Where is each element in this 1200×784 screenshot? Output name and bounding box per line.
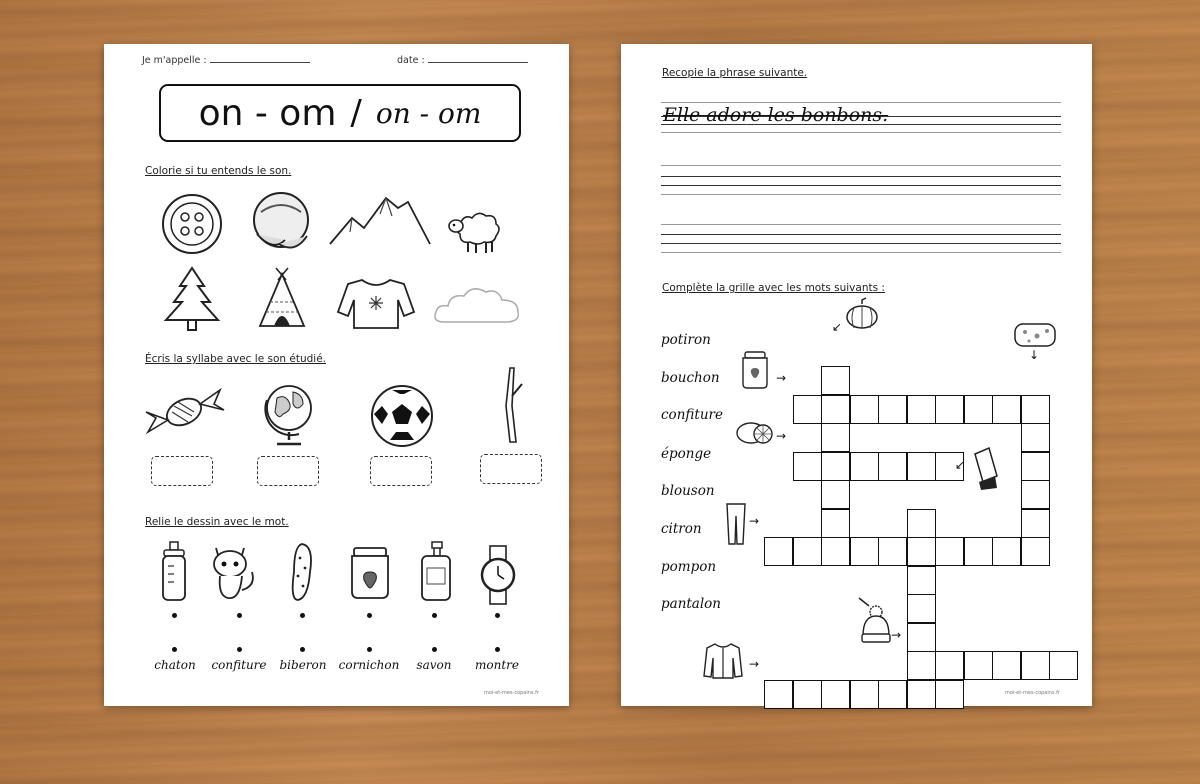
pickle-icon: [288, 542, 316, 604]
sweater-icon: [336, 276, 416, 332]
crossword-cell[interactable]: [1021, 480, 1050, 509]
sheep-icon: [446, 204, 506, 256]
crossword-cell[interactable]: [1021, 509, 1050, 538]
picture-dot-1[interactable]: [172, 613, 177, 618]
crossword-cell[interactable]: [907, 623, 936, 652]
crossword-cell[interactable]: [793, 452, 822, 481]
cw-word-bouchon: bouchon: [661, 370, 720, 386]
date-field: [397, 54, 528, 66]
ruled-line: [661, 224, 1061, 225]
arrow-icon: →: [776, 429, 787, 443]
ruled-line[interactable]: [661, 234, 1061, 235]
crossword-cell[interactable]: [821, 366, 850, 395]
pumpkin-icon: [845, 298, 879, 330]
grid-instruction: Complète la grille avec les mots suivants :: [662, 282, 885, 294]
crossword-cell[interactable]: [907, 452, 936, 481]
ruled-line[interactable]: [661, 176, 1061, 177]
crossword-cell[interactable]: [1021, 537, 1050, 566]
word-dot-2[interactable]: [237, 647, 242, 652]
crossword-cell[interactable]: [907, 509, 936, 538]
copy-instruction: Recopie la phrase suivante.: [662, 67, 808, 79]
section-ecris-title: Écris la syllabe avec le son étudié.: [145, 353, 326, 365]
picture-dot-4[interactable]: [367, 613, 372, 618]
ruled-line[interactable]: [661, 243, 1061, 244]
crossword-cell[interactable]: [821, 395, 850, 424]
ball-icon: [370, 384, 434, 448]
model-sentence: Elle adore les bonbons.: [663, 104, 889, 126]
crossword-cell[interactable]: [964, 651, 993, 680]
crossword-cell[interactable]: [821, 480, 850, 509]
section-relie-title: Relie le dessin avec le mot.: [145, 516, 289, 528]
crossword-cell[interactable]: [1021, 395, 1050, 424]
kitten-icon: [206, 540, 258, 602]
crossword-cell[interactable]: [992, 395, 1021, 424]
picture-dot-2[interactable]: [237, 613, 242, 618]
syllable-box-4[interactable]: [480, 454, 542, 484]
arrow-icon: →: [776, 371, 787, 385]
word-savon: savon: [416, 658, 452, 672]
crossword-cell[interactable]: [907, 395, 936, 424]
cw-word-pompon: pompon: [661, 559, 717, 575]
title-print: on - om: [198, 92, 337, 134]
syllable-box-3[interactable]: [370, 456, 432, 486]
word-dot-6[interactable]: [495, 647, 500, 652]
ruled-line: [661, 132, 1061, 133]
crossword-cell[interactable]: [878, 537, 907, 566]
worksheet-page-2: [621, 44, 1092, 706]
crossword-cell[interactable]: [764, 680, 793, 709]
melon-icon: [249, 190, 311, 254]
crossword-cell[interactable]: [907, 537, 936, 566]
crossword-cell[interactable]: [1021, 452, 1050, 481]
stick-icon: [496, 366, 526, 446]
button-icon: [160, 192, 224, 256]
crossword-cell[interactable]: [821, 537, 850, 566]
arrow-icon: ↓: [1029, 348, 1040, 362]
crossword-cell[interactable]: [935, 395, 964, 424]
cw-word-pantalon: pantalon: [661, 596, 721, 612]
name-label: Je m'appelle :: [142, 55, 207, 66]
jacket-icon: [703, 642, 743, 680]
word-dot-3[interactable]: [300, 647, 305, 652]
word-biberon: biberon: [279, 658, 327, 672]
crossword-cell[interactable]: [907, 651, 936, 680]
picture-dot-5[interactable]: [432, 613, 437, 618]
candy-icon: [144, 382, 226, 444]
crossword-cell[interactable]: [821, 423, 850, 452]
crossword-cell[interactable]: [907, 566, 936, 595]
cw-word-eponge: éponge: [661, 446, 712, 462]
mountains-icon: [328, 194, 432, 250]
ruled-line: [661, 194, 1061, 195]
word-cornichon: cornichon: [338, 658, 400, 672]
arrow-icon: →: [749, 657, 760, 671]
date-label: date :: [397, 55, 425, 66]
lemon-icon: [735, 420, 777, 446]
crossword-cell[interactable]: [992, 651, 1021, 680]
word-dot-1[interactable]: [172, 647, 177, 652]
watch-icon: [478, 544, 518, 606]
title-separator: /: [350, 93, 362, 133]
fir-tree-icon: [160, 266, 224, 334]
worksheet-page-1: [104, 44, 569, 706]
arrow-icon: ↙: [832, 320, 843, 334]
soap-bottle-icon: [418, 540, 454, 604]
crossword-cell[interactable]: [935, 680, 964, 709]
sponge-icon: [1013, 320, 1059, 350]
bobble-hat-icon: [859, 596, 893, 644]
page-footer-left: moi-et-mes-copains.fr: [484, 690, 539, 696]
ruled-line: [661, 252, 1061, 253]
crossword-cell[interactable]: [1049, 651, 1078, 680]
syllable-box-1[interactable]: [151, 456, 213, 486]
cw-word-citron: citron: [661, 521, 702, 537]
crossword-cell[interactable]: [793, 537, 822, 566]
crossword-cell[interactable]: [935, 651, 964, 680]
ruled-line: [661, 102, 1061, 103]
crossword-cell[interactable]: [964, 537, 993, 566]
title-box: [159, 84, 521, 142]
cork-icon: [969, 446, 999, 492]
crossword-cell[interactable]: [878, 452, 907, 481]
crossword-cell[interactable]: [935, 537, 964, 566]
crossword-cell[interactable]: [793, 680, 822, 709]
crossword-cell[interactable]: [1021, 423, 1050, 452]
crossword-cell[interactable]: [821, 680, 850, 709]
cloud-icon: [432, 284, 522, 326]
ruled-line[interactable]: [661, 185, 1061, 186]
word-montre: montre: [475, 658, 519, 672]
crossword-cell[interactable]: [850, 537, 879, 566]
ruled-line: [661, 165, 1061, 166]
syllable-box-2[interactable]: [257, 456, 319, 486]
arrow-icon: →: [749, 514, 760, 528]
picture-dot-3[interactable]: [300, 613, 305, 618]
crossword-cell[interactable]: [907, 680, 936, 709]
crossword-cell[interactable]: [850, 452, 879, 481]
jam-jar-clue-icon: [741, 350, 769, 390]
word-confiture: confiture: [211, 658, 267, 672]
crossword-cell[interactable]: [992, 537, 1021, 566]
cw-word-confiture: confiture: [661, 407, 723, 423]
word-chaton: chaton: [154, 658, 196, 672]
trousers-icon: [725, 502, 747, 546]
crossword-cell[interactable]: [878, 395, 907, 424]
crossword-cell[interactable]: [850, 680, 879, 709]
word-dot-5[interactable]: [432, 647, 437, 652]
name-blank: [210, 54, 310, 63]
cw-word-blouson: blouson: [661, 483, 715, 499]
baby-bottle-icon: [160, 540, 188, 604]
section-colorie-title: Colorie si tu entends le son.: [145, 165, 292, 177]
cw-word-potiron: potiron: [661, 332, 711, 348]
date-blank: [428, 54, 528, 63]
jam-jar-icon: [348, 546, 392, 600]
crossword-cell[interactable]: [878, 680, 907, 709]
picture-dot-6[interactable]: [495, 613, 500, 618]
crossword-cell[interactable]: [793, 395, 822, 424]
arrow-icon: ↙: [955, 458, 966, 472]
word-dot-4[interactable]: [367, 647, 372, 652]
globe-icon: [259, 380, 319, 450]
page-footer-right: moi-et-mes-copains.fr: [1005, 690, 1060, 696]
crossword-cell[interactable]: [964, 395, 993, 424]
tipi-icon: [256, 266, 308, 330]
crossword-cell[interactable]: [850, 395, 879, 424]
crossword-cell[interactable]: [764, 537, 793, 566]
crossword-cell[interactable]: [821, 509, 850, 538]
name-field: [142, 54, 310, 66]
arrow-icon: →: [891, 628, 902, 642]
crossword-cell[interactable]: [1021, 651, 1050, 680]
crossword-cell[interactable]: [907, 594, 936, 623]
title-cursive: on - om: [375, 96, 482, 130]
crossword-cell[interactable]: [821, 452, 850, 481]
